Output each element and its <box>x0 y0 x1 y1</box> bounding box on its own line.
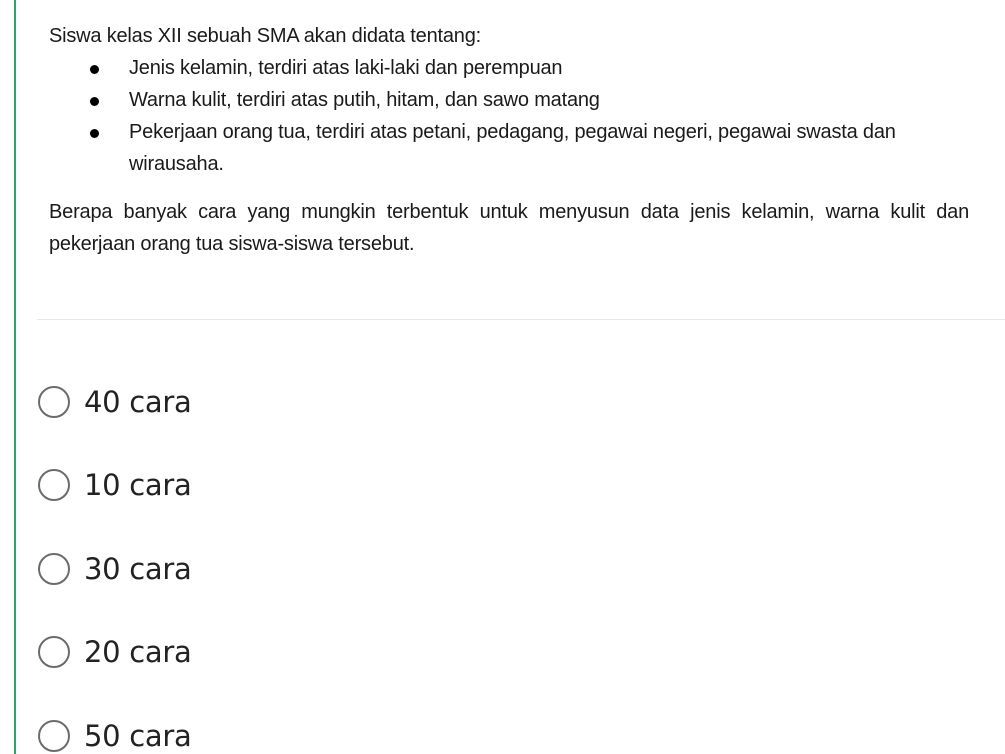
left-accent-bar <box>0 0 16 754</box>
list-item-text: Pekerjaan orang tua, terdiri atas petani, pedagang, pegawai negeri, pegawai swasta dan wirausaha. <box>129 121 896 175</box>
answer-option-e[interactable] <box>38 694 978 754</box>
list-item-text: Warna kulit, terdiri atas putih, hitam, dan sawo matang <box>129 89 600 111</box>
answer-option-b[interactable] <box>38 444 978 528</box>
answer-option-a[interactable] <box>38 360 978 444</box>
bullet-icon <box>90 97 99 106</box>
question-text <box>49 20 969 260</box>
bullet-icon <box>90 65 99 74</box>
radio-button[interactable] <box>38 469 70 501</box>
radio-button[interactable] <box>38 636 70 668</box>
answer-option-label[interactable]: 40 cara <box>84 384 192 419</box>
list-item <box>49 84 969 116</box>
answer-options <box>38 360 978 754</box>
question-intro: Siswa kelas XII sebuah SMA akan didata tentang: <box>49 25 481 47</box>
list-item <box>49 52 969 84</box>
answer-option-c[interactable] <box>38 527 978 611</box>
question-prompt: Berapa banyak cara yang mungkin terbentuk untuk menyusun data jenis kelamin, warna kulit dan pekerjaan orang tua siswa-siswa tersebut. <box>49 201 969 255</box>
divider <box>37 319 1005 320</box>
list-item <box>49 116 969 180</box>
bullet-icon <box>90 129 99 138</box>
list-item-text: Jenis kelamin, terdiri atas laki-laki dan perempuan <box>129 57 563 79</box>
answer-option-label[interactable]: 20 cara <box>84 635 192 670</box>
radio-button[interactable] <box>38 386 70 418</box>
radio-button[interactable] <box>38 553 70 585</box>
radio-button[interactable] <box>38 720 70 752</box>
answer-option-d[interactable] <box>38 611 978 695</box>
question-list <box>49 52 969 180</box>
answer-option-label[interactable]: 50 cara <box>84 718 192 753</box>
answer-option-label[interactable]: 10 cara <box>84 468 192 503</box>
answer-option-label[interactable]: 30 cara <box>84 551 192 586</box>
